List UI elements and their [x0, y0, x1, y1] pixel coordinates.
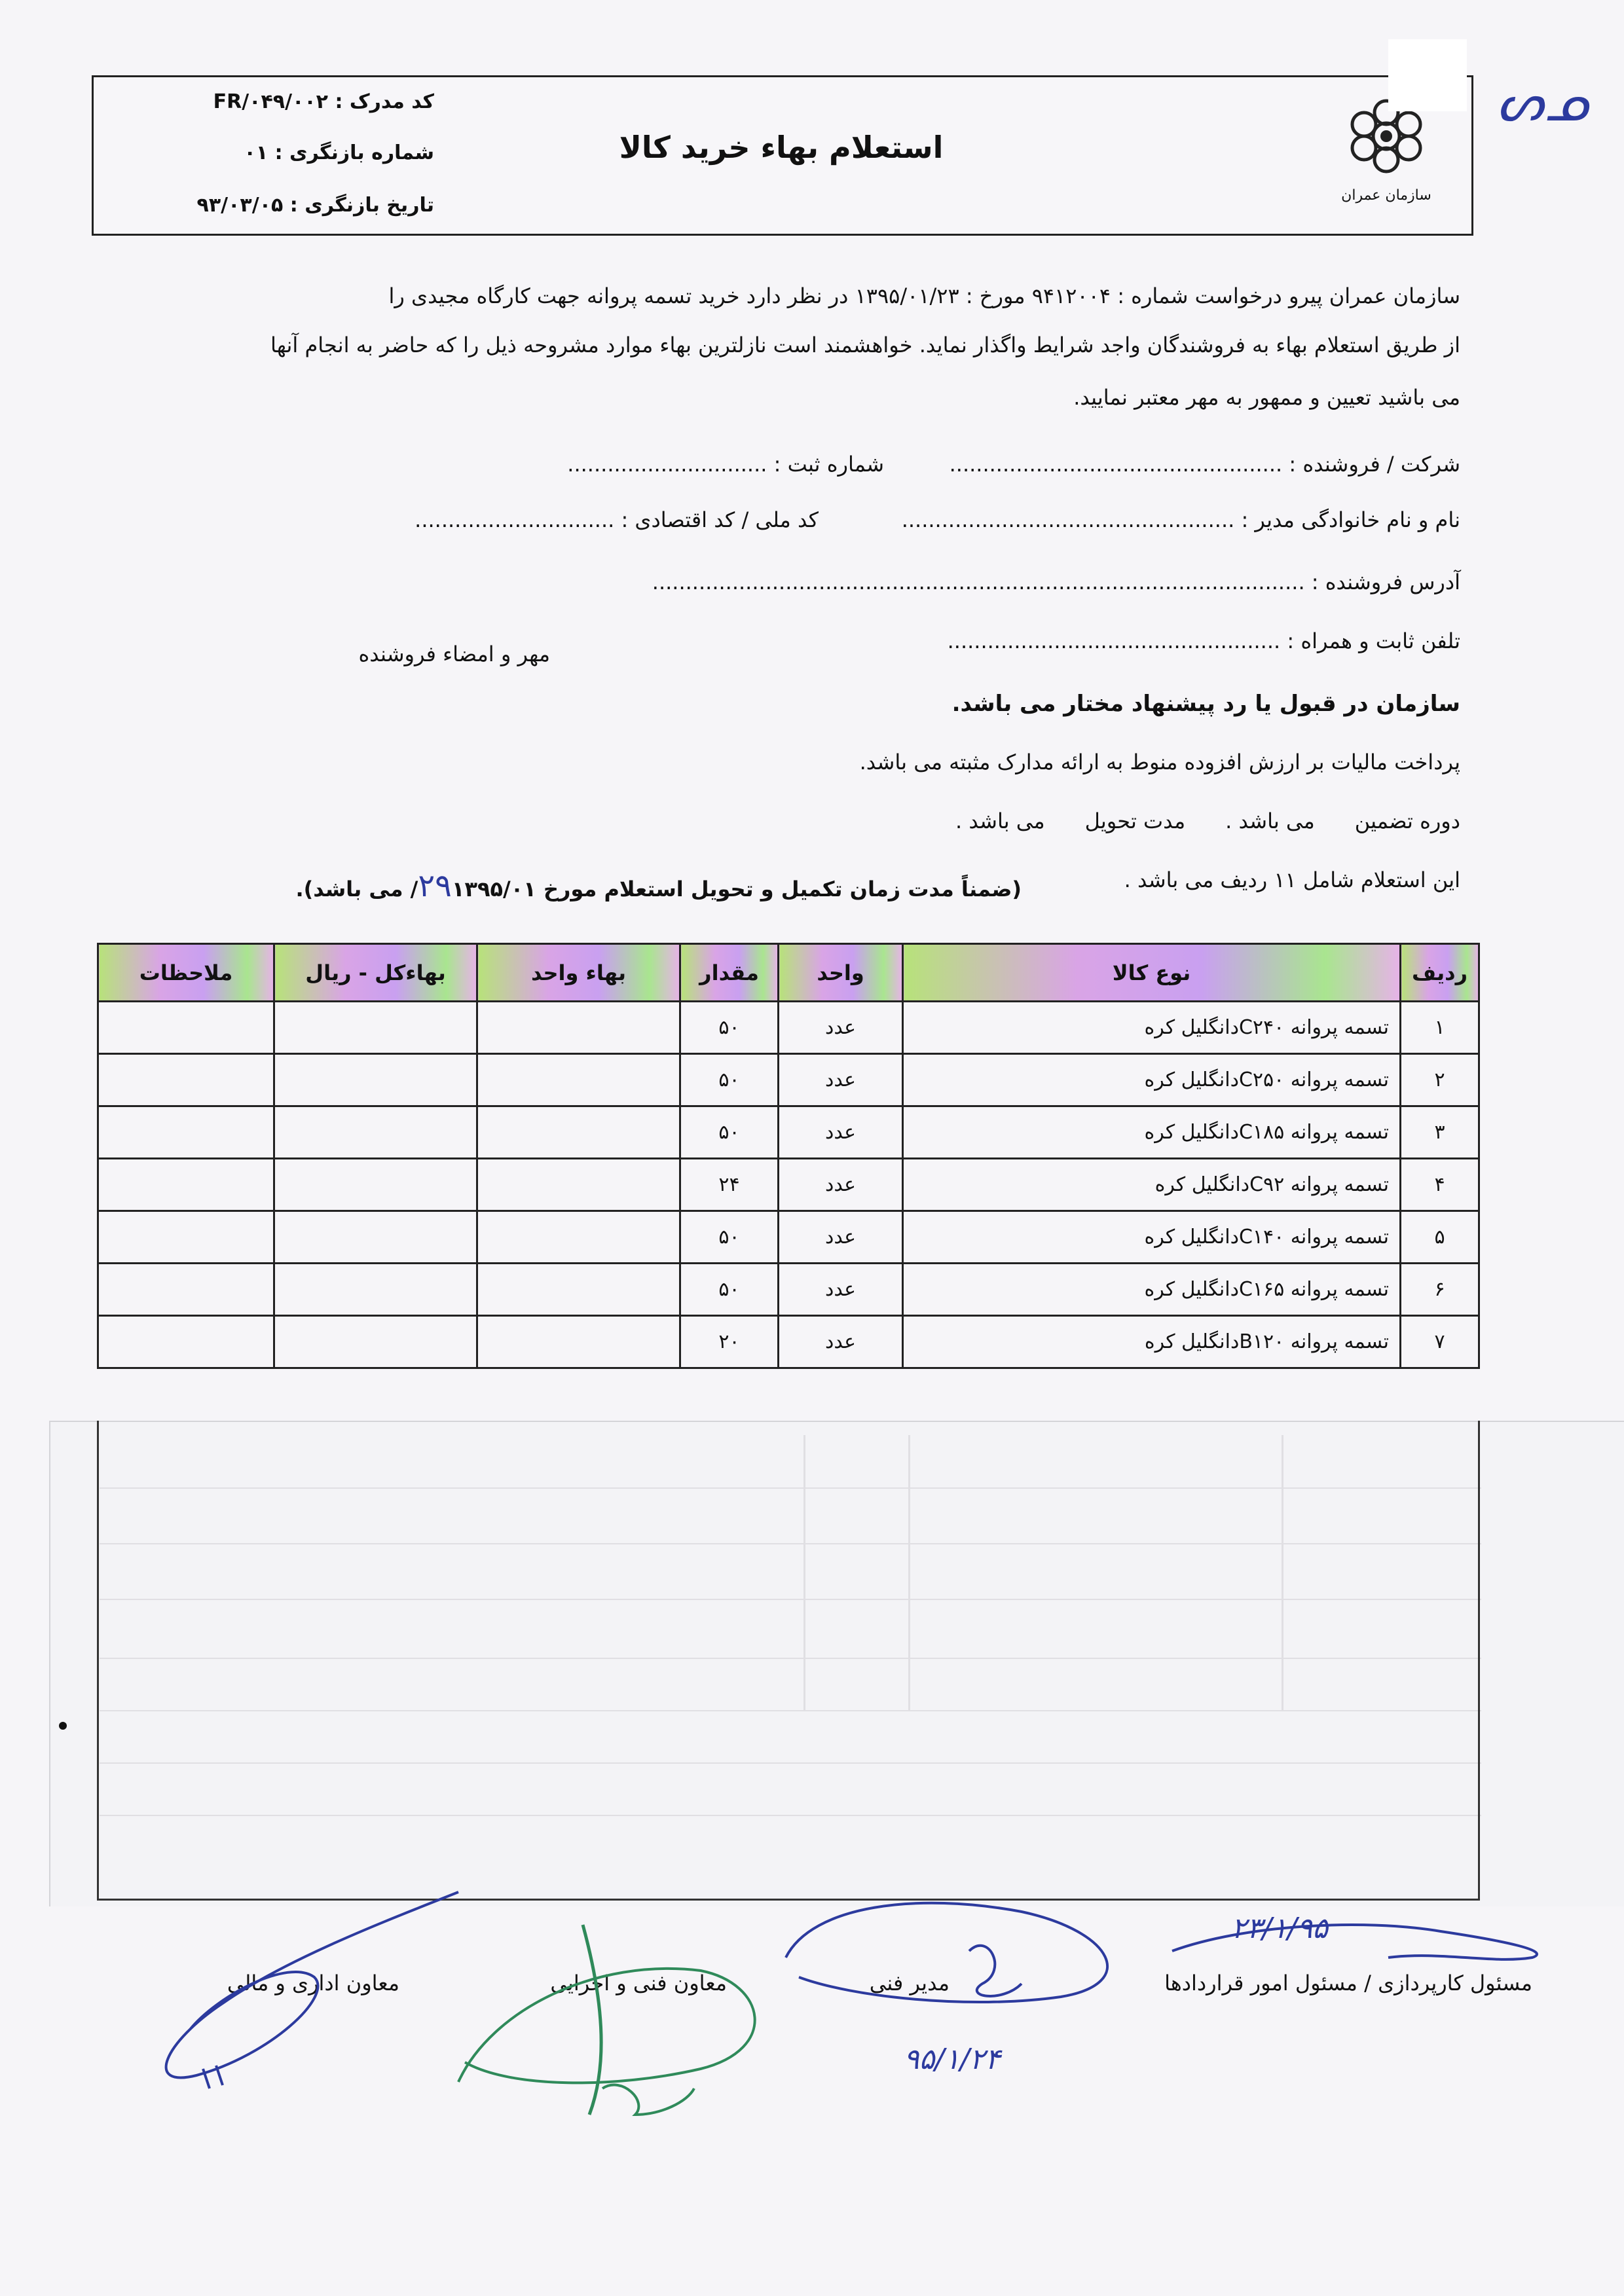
table-row: [98, 1264, 1479, 1316]
manager-field: [902, 507, 1460, 532]
ghost-rule: [100, 1487, 1481, 1489]
col-header-total-price: بهاءکل - ریال: [274, 944, 477, 1002]
remarks-cell: [98, 1054, 274, 1106]
contracts-officer-label: مسئول کارپردازی / مسئول امور قراردادها: [1164, 1971, 1532, 1995]
item-qty: ۵۰: [680, 1054, 779, 1106]
contracts-officer-signature: [1166, 1912, 1559, 1990]
deputy-admin-label: معاون اداری و مالی: [227, 1971, 399, 1995]
table-row: [98, 1054, 1479, 1106]
deputy-technical-signature: [452, 1918, 792, 2128]
deputy-technical-label: معاون فنی و اجرایی: [550, 1971, 727, 1995]
col-header-unit-price: بهاء واحد: [477, 944, 680, 1002]
unit-price-cell: [477, 1106, 680, 1159]
warranty-note: دوره تضمین می باشد . مدت تحویل می باشد .: [955, 809, 1460, 833]
row-number: ۳: [1401, 1106, 1479, 1159]
tax-note: پرداخت مالیات بر ارزش افزوده منوط به ارائه مدارک مثبته می باشد.: [859, 750, 1460, 774]
reg-no-field: [567, 452, 884, 477]
table-row: [98, 1106, 1479, 1159]
table-body: [98, 1002, 1479, 1368]
national-code-dots: ..............................: [415, 507, 615, 532]
item-qty: ۲۴: [680, 1159, 779, 1211]
col-header-item: نوع کالا: [903, 944, 1401, 1002]
ghost-divider: [908, 1435, 910, 1710]
item-name: تسمه پروانه C۲۴۰دانگلیل کره: [903, 1002, 1401, 1054]
item-unit: عدد: [779, 1002, 903, 1054]
address-field: [652, 570, 1460, 594]
col-header-qty: مقدار: [680, 944, 779, 1002]
national-code-field: [415, 507, 819, 532]
item-unit: عدد: [779, 1054, 903, 1106]
phone-dots: ..................................................: [947, 629, 1281, 653]
intro-line-3: می باشید تعیین و ممهور به مهر معتبر نمایید.: [1073, 385, 1460, 410]
item-name: تسمه پروانه C۲۵۰دانگلیل کره: [903, 1054, 1401, 1106]
ghost-rule: [100, 1658, 1481, 1659]
table-row: [98, 1159, 1479, 1211]
intro-line-2: از طریق استعلام بهاء به فروشندگان واجد شرایط واگذار نماید. خواهشمند است نازلترین بهاء موارد مشروحه ذیل را که حاضر به انجام آنها: [270, 333, 1460, 357]
item-qty: ۵۰: [680, 1106, 779, 1159]
ghost-rule: [100, 1543, 1481, 1544]
deadline-handwritten-day: ۲۹: [418, 867, 452, 904]
table-row: [98, 1002, 1479, 1054]
deadline-date: ۱۳۹۵/۰۱/: [410, 877, 536, 902]
technical-manager-signature: [773, 1886, 1139, 2030]
item-qty: ۵۰: [680, 1002, 779, 1054]
ink-dot: [59, 1722, 67, 1730]
row-number: ۴: [1401, 1159, 1479, 1211]
faded-lower-section: [49, 1421, 1624, 1906]
deadline-note: [295, 867, 1022, 904]
page-title: استعلام بهاء خرید کالا: [619, 130, 944, 165]
item-unit: عدد: [779, 1106, 903, 1159]
item-name: تسمه پروانه C۱۴۰دانگلیل کره: [903, 1211, 1401, 1264]
reg-no-label: شماره ثبت :: [773, 452, 884, 477]
reg-no-dots: ..............................: [567, 452, 767, 477]
remarks-cell: [98, 1316, 274, 1368]
doc-code: کد مدرک : FR/۰۴۹/۰۰۲: [213, 90, 434, 113]
deadline-prefix: (ضمناً مدت زمان تکمیل و تحویل استعلام مورخ: [543, 877, 1022, 902]
table-row: [98, 1316, 1479, 1368]
unit-price-cell: [477, 1316, 680, 1368]
item-unit: عدد: [779, 1264, 903, 1316]
item-qty: ۲۰: [680, 1316, 779, 1368]
items-table: [97, 943, 1480, 1369]
item-unit: عدد: [779, 1211, 903, 1264]
item-name: تسمه پروانه B۱۲۰دانگلیل کره: [903, 1316, 1401, 1368]
intro-line-1: سازمان عمران پیرو درخواست شماره : ۹۴۱۲۰۰۴ مورخ : ۱۳۹۵/۰۱/۲۳ در نظر دارد خرید تسمه پروانه جهت کارگاه مجیدی را: [388, 283, 1460, 308]
row-number: ۶: [1401, 1264, 1479, 1316]
revision-date: تاریخ بازنگری : ۹۳/۰۳/۰۵: [196, 194, 434, 217]
revision-number: شماره بازنگری : ۰۱: [244, 141, 434, 164]
item-name: تسمه پروانه C۹۲دانگلیل کره: [903, 1159, 1401, 1211]
remarks-cell: [98, 1002, 274, 1054]
unit-price-cell: [477, 1002, 680, 1054]
technical-manager-label: مدیر فنی: [869, 1971, 950, 1995]
national-code-label: کد ملی / کد اقتصادی :: [621, 507, 819, 532]
row-number: ۵: [1401, 1211, 1479, 1264]
acceptance-note: سازمان در قبول یا رد پیشنهاد مختار می باشد.: [951, 691, 1460, 717]
document-header: [92, 75, 1473, 236]
company-dots: ..................................................: [949, 452, 1283, 477]
unit-price-cell: [477, 1159, 680, 1211]
rows-count-note: این استعلام شامل ۱۱ ردیف می باشد .: [1124, 867, 1460, 892]
organization-logo: [1340, 96, 1432, 227]
phone-field: [948, 629, 1460, 653]
total-price-cell: [274, 1002, 477, 1054]
total-price-cell: [274, 1054, 477, 1106]
total-price-cell: [274, 1316, 477, 1368]
ghost-rule: [100, 1599, 1481, 1600]
total-price-cell: [274, 1264, 477, 1316]
item-qty: ۵۰: [680, 1211, 779, 1264]
ghost-rule: [100, 1815, 1481, 1816]
ghost-divider: [803, 1435, 805, 1710]
item-unit: عدد: [779, 1159, 903, 1211]
total-price-cell: [274, 1211, 477, 1264]
deadline-suffix: می باشد).: [295, 877, 403, 902]
table-header-row: [98, 944, 1479, 1002]
total-price-cell: [274, 1106, 477, 1159]
manager-dots: ..................................................: [901, 507, 1235, 532]
row-number: ۷: [1401, 1316, 1479, 1368]
total-price-cell: [274, 1159, 477, 1211]
row-number: ۲: [1401, 1054, 1479, 1106]
col-header-unit: واحد: [779, 944, 903, 1002]
phone-label: تلفن ثابت و همراه :: [1287, 629, 1460, 653]
address-dots: ..................................................................................................: [652, 570, 1305, 594]
ghost-rule: [100, 1710, 1481, 1711]
company-label: شرکت / فروشنده :: [1289, 452, 1460, 477]
remarks-cell: [98, 1106, 274, 1159]
unit-price-cell: [477, 1211, 680, 1264]
logo-caption: سازمان عمران: [1341, 187, 1431, 204]
ghost-divider: [1282, 1435, 1283, 1710]
remarks-cell: [98, 1211, 274, 1264]
handwritten-date-1: ۲۳/۱/۹۵: [1231, 1912, 1328, 1945]
col-header-remarks: ملاحظات: [98, 944, 274, 1002]
unit-price-cell: [477, 1264, 680, 1316]
table-right-border: [1478, 1421, 1480, 1901]
table-row: [98, 1211, 1479, 1264]
manager-label: نام و نام خانوادگی مدیر :: [1241, 507, 1460, 532]
company-field: [950, 452, 1460, 477]
item-name: تسمه پروانه C۱۸۵دانگلیل کره: [903, 1106, 1401, 1159]
item-name: تسمه پروانه C۱۶۵دانگلیل کره: [903, 1264, 1401, 1316]
deputy-admin-signature: [118, 1879, 485, 2102]
item-qty: ۵۰: [680, 1264, 779, 1316]
unit-price-cell: [477, 1054, 680, 1106]
redacted-patch: [1388, 39, 1467, 111]
seller-stamp-label: مهر و امضاء فروشنده: [358, 642, 550, 666]
row-number: ۱: [1401, 1002, 1479, 1054]
item-unit: عدد: [779, 1316, 903, 1368]
handwritten-date-2: ۹۵/۱/۲۴: [904, 2043, 1001, 2076]
col-header-row-no: ردیف: [1401, 944, 1479, 1002]
handwritten-corner-mark: ᔕᓄ: [1500, 72, 1591, 133]
remarks-cell: [98, 1264, 274, 1316]
address-label: آدرس فروشنده :: [1311, 570, 1460, 594]
remarks-cell: [98, 1159, 274, 1211]
ghost-rule: [100, 1762, 1481, 1764]
table-left-border: [97, 1421, 99, 1901]
